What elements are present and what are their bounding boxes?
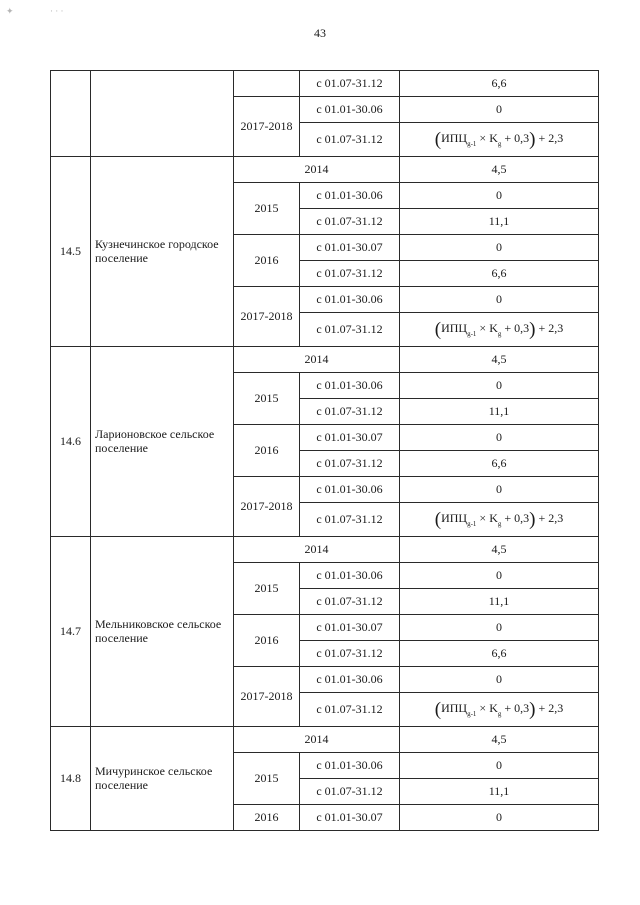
period-cell: с 01.01-30.07 [300,425,400,451]
formula-base-subscript: g-1 [467,709,477,718]
formula-plus: + 0,3 [501,320,530,335]
period-cell: с 01.07-31.12 [300,451,400,477]
formula-tail: + 2,3 [535,320,564,335]
tariff-value: 0 [400,235,599,261]
formula-lparen: ( [434,698,442,720]
period-cell: с 01.01-30.07 [300,615,400,641]
section-number: 14.8 [51,727,91,831]
formula-times: × K [476,510,498,525]
formula-expression [434,508,564,530]
formula-lparen: ( [434,508,442,530]
formula-rparen: ) [529,318,536,340]
year-cell: 2016 [234,805,300,831]
tariff-value: 0 [400,563,599,589]
period-cell: с 01.01-30.06 [300,667,400,693]
tariff-value: 4,5 [400,537,599,563]
period-cell: с 01.01-30.06 [300,183,400,209]
period-cell: с 01.07-31.12 [300,313,400,347]
year-cell: 2015 [234,183,300,235]
formula-times: × K [476,700,498,715]
formula-lparen: ( [434,318,442,340]
formula-k-subscript: g [497,519,502,528]
formula-times: × K [476,320,498,335]
formula-base: ИПЦ [441,700,468,715]
scan-mark: · · · [50,6,64,16]
year-cell: 2016 [234,425,300,477]
page-number: 43 [314,26,326,40]
tariff-value: 0 [400,667,599,693]
tariff-value: 11,1 [400,589,599,615]
section-number: 14.6 [51,347,91,537]
year-cell: 2017-2018 [234,477,300,537]
year-cell: 2016 [234,235,300,287]
tariff-value: 0 [400,373,599,399]
tariff-formula [400,123,599,157]
formula-base-subscript: g-1 [467,139,477,148]
formula-base: ИПЦ [441,130,468,145]
year-cell: 2015 [234,373,300,425]
formula-tail: + 2,3 [535,510,564,525]
period-cell: с 01.07-31.12 [300,261,400,287]
section-row [51,727,599,753]
year-cell: 2015 [234,563,300,615]
period-cell: с 01.01-30.06 [300,563,400,589]
section-row [51,347,599,373]
period-cell: с 01.01-30.06 [300,477,400,503]
period-cell: с 01.01-30.07 [300,805,400,831]
period-cell: с 01.01-30.06 [300,373,400,399]
settlement-name: Кузнечинское городское поселение [91,157,234,347]
formula-lparen: ( [434,128,442,150]
period-cell: с 01.07-31.12 [300,779,400,805]
formula-k-subscript: g [497,329,502,338]
tariff-value: 11,1 [400,399,599,425]
formula-base-subscript: g-1 [467,519,477,528]
scan-mark: ✦ [6,6,14,16]
period-cell: с 01.07-31.12 [300,641,400,667]
period-cell: с 01.07-31.12 [300,71,400,97]
tariff-value: 6,6 [400,261,599,287]
section-number: 14.5 [51,157,91,347]
formula-k-subscript: g [497,709,502,718]
year-2014-cell: 2014 [234,157,400,183]
tariff-value: 0 [400,425,599,451]
formula-base-subscript: g-1 [467,329,477,338]
year-cell: 2017-2018 [234,667,300,727]
formula-expression [434,698,564,720]
tariff-value: 0 [400,183,599,209]
formula-times: × K [476,130,498,145]
year-cell: 2017-2018 [234,97,300,157]
tariff-value: 6,6 [400,451,599,477]
tariff-value: 0 [400,287,599,313]
year-cell [234,71,300,97]
formula-plus: + 0,3 [501,510,530,525]
year-cell: 2015 [234,753,300,805]
settlement-name: Ларионовское сельское поселение [91,347,234,537]
year-2014-cell: 2014 [234,347,400,373]
formula-plus: + 0,3 [501,130,530,145]
formula-expression [434,318,564,340]
tariff-value: 0 [400,753,599,779]
tariff-formula [400,693,599,727]
section-row [51,537,599,563]
tariff-value: 6,6 [400,71,599,97]
year-2014-cell: 2014 [234,727,400,753]
formula-tail: + 2,3 [535,700,564,715]
formula-rparen: ) [529,698,536,720]
tariff-value: 0 [400,97,599,123]
tariff-formula [400,313,599,347]
tariff-value: 4,5 [400,157,599,183]
tariff-table [50,70,599,831]
year-2014-cell: 2014 [234,537,400,563]
formula-tail: + 2,3 [535,130,564,145]
tariff-value: 6,6 [400,641,599,667]
period-cell: с 01.01-30.06 [300,287,400,313]
period-cell: с 01.07-31.12 [300,123,400,157]
period-cell: с 01.01-30.07 [300,235,400,261]
settlement-name: Мичуринское сельское поселение [91,727,234,831]
formula-base: ИПЦ [441,320,468,335]
period-cell: с 01.07-31.12 [300,693,400,727]
tariff-value: 0 [400,477,599,503]
tariff-value: 11,1 [400,779,599,805]
period-cell: с 01.07-31.12 [300,209,400,235]
tariff-value: 4,5 [400,727,599,753]
formula-plus: + 0,3 [501,700,530,715]
period-cell: с 01.07-31.12 [300,589,400,615]
formula-rparen: ) [529,128,536,150]
settlement-name: Мельниковское сельское поселение [91,537,234,727]
tariff-formula [400,503,599,537]
year-cell: 2017-2018 [234,287,300,347]
year-cell: 2016 [234,615,300,667]
tariff-value: 0 [400,805,599,831]
tariff-value: 0 [400,615,599,641]
settlement-name-cell [91,71,234,157]
period-cell: с 01.01-30.06 [300,97,400,123]
formula-rparen: ) [529,508,536,530]
period-cell: с 01.07-31.12 [300,399,400,425]
section-number-cell [51,71,91,157]
section-row [51,157,599,183]
formula-expression [434,128,564,150]
period-cell: с 01.07-31.12 [300,503,400,537]
formula-k-subscript: g [497,139,502,148]
table-row [51,71,599,97]
formula-base: ИПЦ [441,510,468,525]
period-cell: с 01.01-30.06 [300,753,400,779]
section-number: 14.7 [51,537,91,727]
tariff-value: 4,5 [400,347,599,373]
tariff-value: 11,1 [400,209,599,235]
